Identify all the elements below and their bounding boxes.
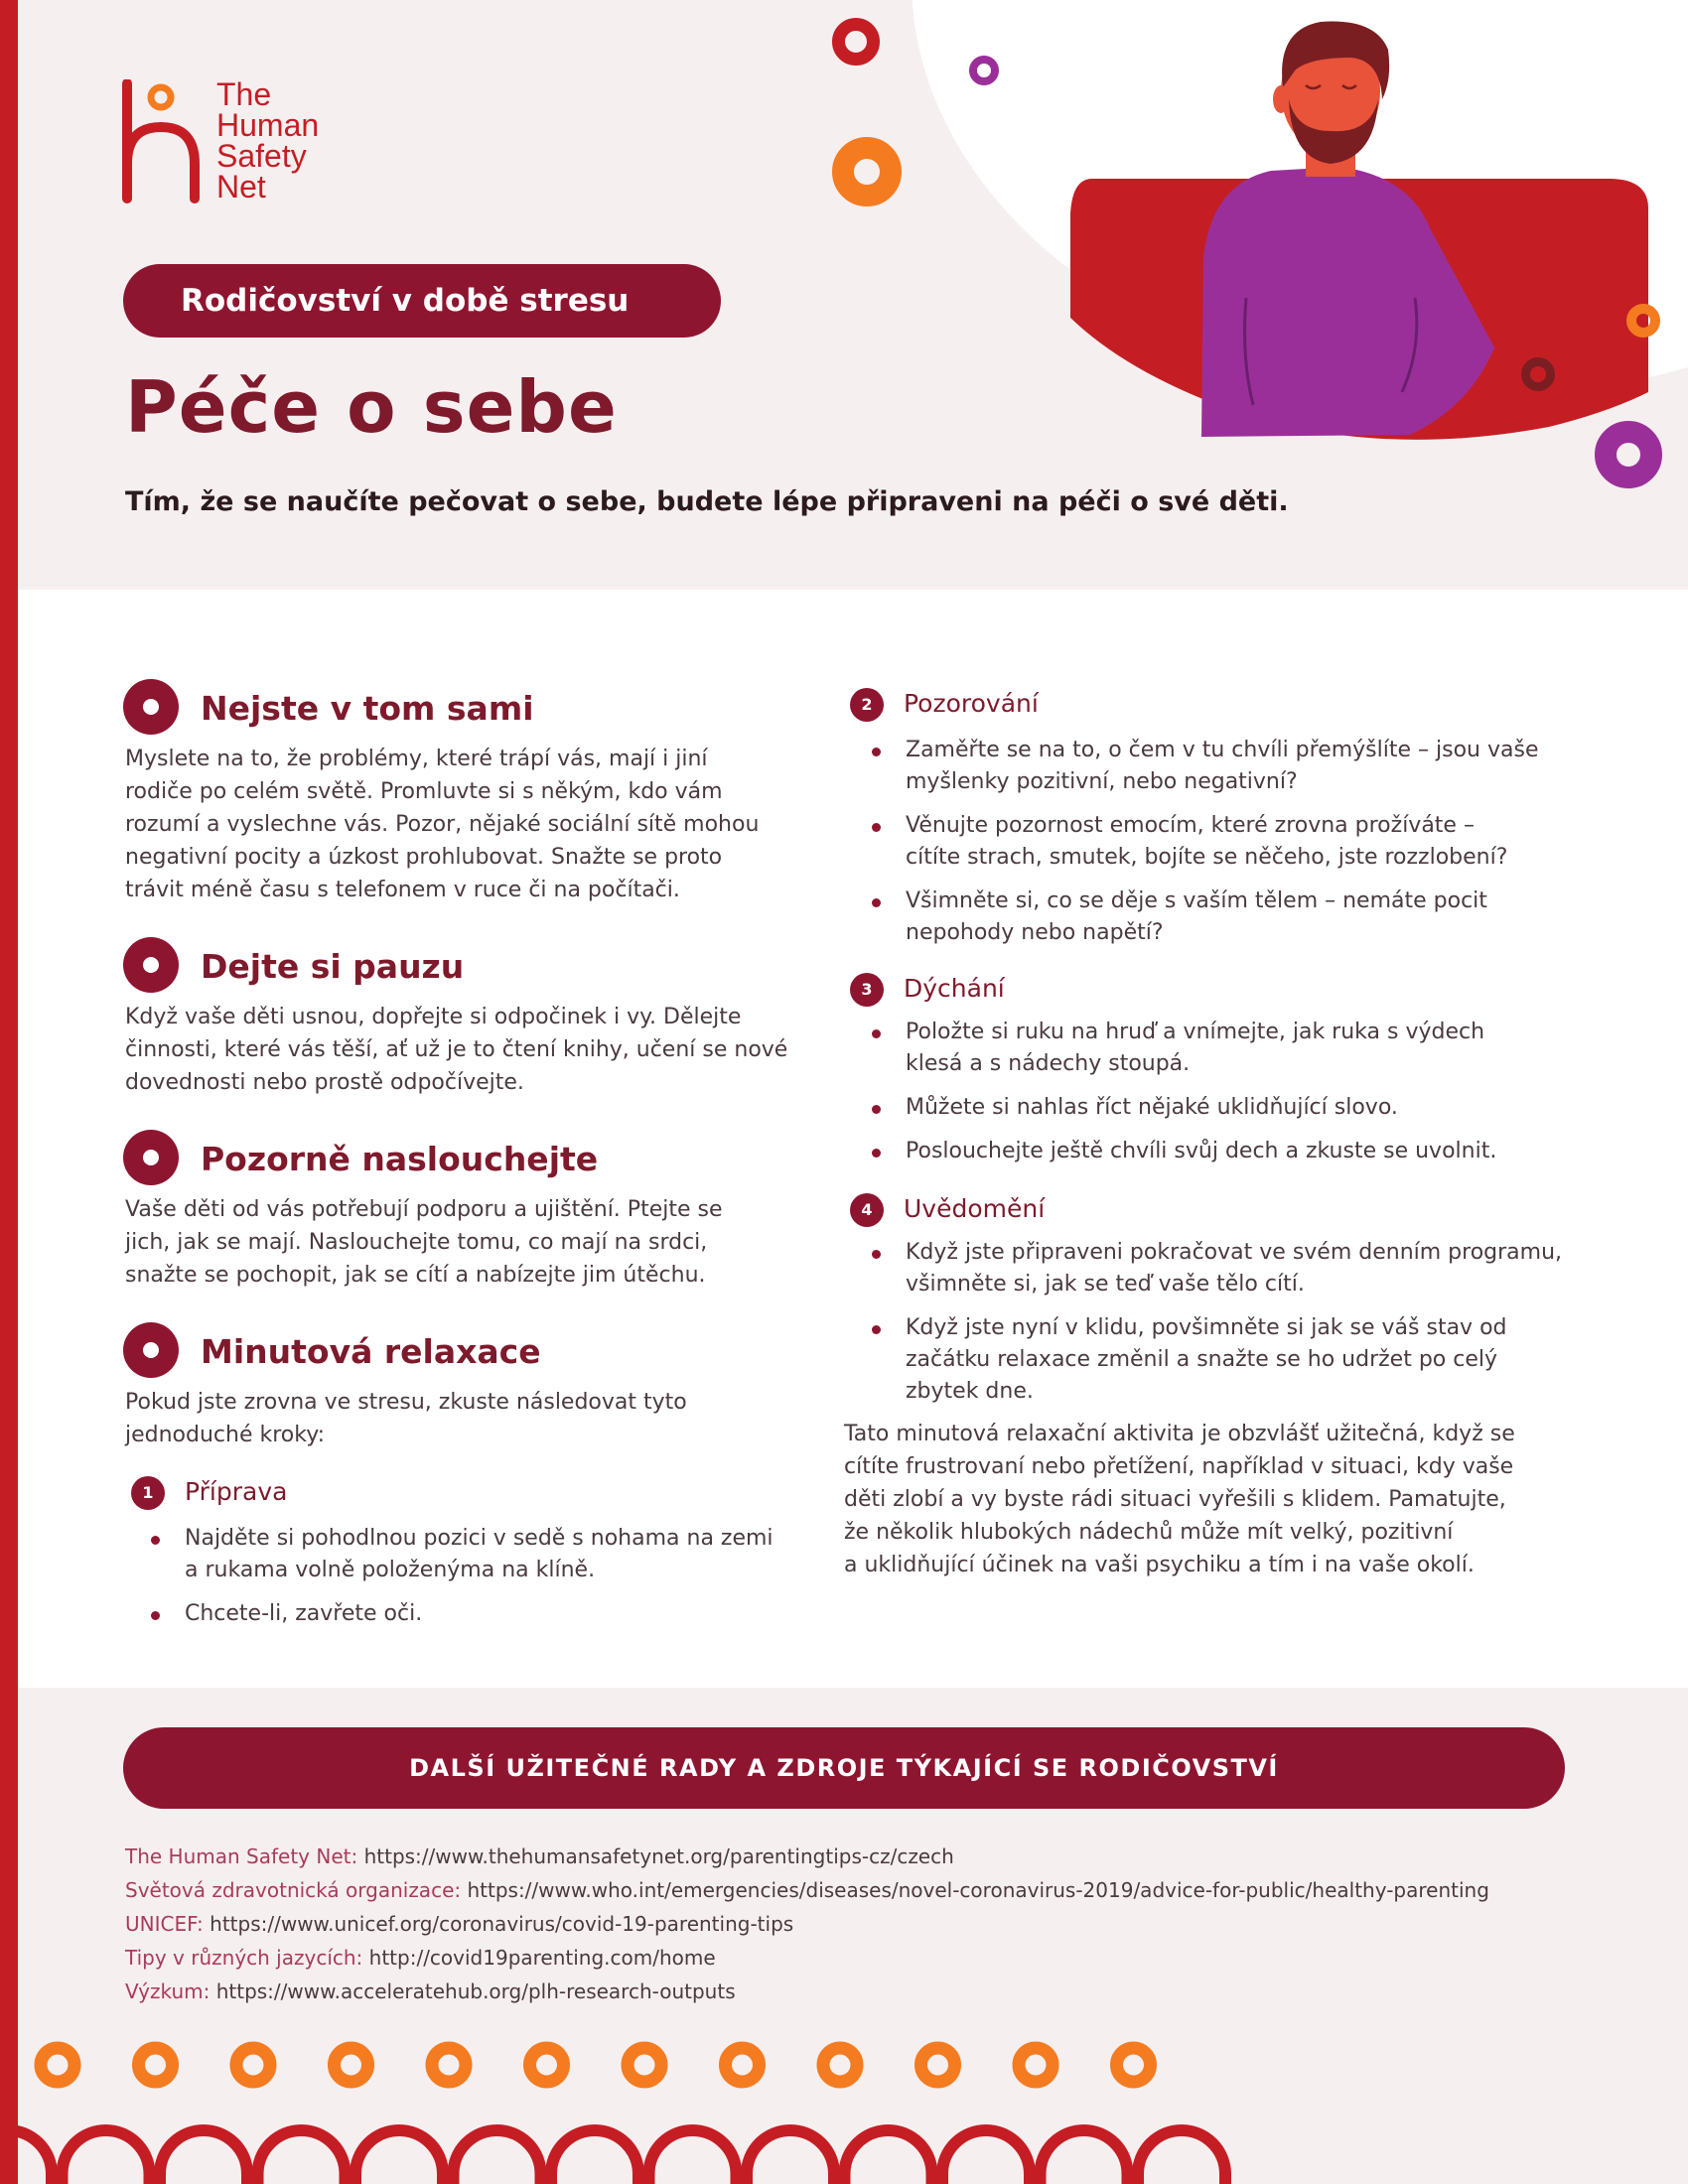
step-title: Pozorování <box>904 689 1039 718</box>
bullet-item: Zaměřte se na to, o čem v tu chvíli přemýšlíte – jsou vaše myšlenky pozitivní, nebo negativní? <box>906 735 1538 798</box>
section-dot-icon <box>123 1322 179 1378</box>
resources-banner: DALŠÍ UŽITEČNÉ RADY A ZDROJE TÝKAJÍCÍ SE RODIČOVSTVÍ <box>123 1727 1565 1809</box>
resource-url[interactable]: https://www.who.int/emergencies/diseases/novel-coronavirus-2019/advice-for-public/healthy-parenting <box>467 1878 1489 1902</box>
step-number-badge: 1 <box>131 1476 165 1510</box>
section-heading: Nejste v tom sami <box>201 689 534 728</box>
step-number-badge: 4 <box>850 1193 884 1227</box>
section-heading: Minutová relaxace <box>201 1332 541 1371</box>
resource-link-row[interactable] <box>125 1878 1489 1902</box>
ring-decoration <box>628 2048 661 2082</box>
ring-decoration <box>823 2048 857 2082</box>
step-title: Příprava <box>185 1477 288 1506</box>
resource-label: Světová zdravotnická organizace: <box>125 1878 462 1902</box>
bullet-item: Když jste nyní v klidu, povšimněte si jak se váš stav od začátku relaxace změnil a snažte se ho udržet po celý zbytek dne. <box>906 1312 1507 1408</box>
resource-label: UNICEF: <box>125 1912 204 1936</box>
resource-url[interactable]: https://www.acceleratehub.org/plh-research-outputs <box>215 1979 736 2003</box>
ring-decoration <box>139 2048 173 2082</box>
section-dot-icon <box>123 679 179 735</box>
ring-decoration <box>1117 2048 1151 2082</box>
ring-decoration <box>335 2048 368 2082</box>
step-title: Uvědomění <box>904 1194 1046 1223</box>
section-dot-icon <box>123 1130 179 1185</box>
resource-url[interactable]: http://covid19parenting.com/home <box>368 1946 716 1970</box>
ring-decoration <box>41 2048 74 2082</box>
arch-decoration <box>160 2130 247 2184</box>
ring-decoration <box>1019 2048 1053 2082</box>
arch-decoration <box>1041 2130 1128 2184</box>
section-heading: Dejte si pauzu <box>201 947 465 986</box>
bullet-item: Věnujte pozornost emocím, které zrovna prožíváte – cítíte strach, smutek, bojíte se něčeho, jste rozzlobení? <box>906 810 1507 874</box>
step-number-badge: 2 <box>850 688 884 722</box>
section-body: Myslete na to, že problémy, které trápí vás, mají i jiní rodiče po celém světě. Promluvte si s někým, kdo vám rozumí a vyslechne vás. Pozor, nějaké sociální sítě mohou negativní pocity a úzkost prohlubovat. Snažte se proto trávit méně času s telefonem v ruce či na počítači. <box>125 747 760 902</box>
bullet-item: Všimněte si, co se děje s vaším tělem – nemáte pocit nepohody nebo napětí? <box>906 886 1487 949</box>
arch-decoration <box>551 2130 638 2184</box>
section-body: Když vaše děti usnou, dopřejte si odpočinek i vy. Dělejte činnosti, které vás těší, ať už je to čtení knihy, učení se nové dovednosti nebo prostě odpočívejte. <box>125 1005 788 1095</box>
arch-decoration <box>258 2130 346 2184</box>
page-subtitle: Tím, že se naučíte pečovat o sebe, budete lépe připraveni na péči o své děti. <box>125 486 1289 517</box>
resource-url[interactable]: https://www.thehumansafetynet.org/parentingtips-cz/czech <box>363 1844 954 1868</box>
section-dot-icon <box>123 937 179 993</box>
arch-decoration <box>845 2130 932 2184</box>
kicker-pill: Rodičovství v době stresu <box>123 264 721 338</box>
bullet-item: Položte si ruku na hruď a vnímejte, jak ruka s výdech klesá a s nádechy stoupá. <box>906 1017 1484 1080</box>
arch-decoration <box>355 2130 443 2184</box>
arch-decoration <box>63 2130 150 2184</box>
bullet-item: Když jste připraveni pokračovat ve svém denním programu, všimněte si, jak se teď vaše tělo cítí. <box>906 1237 1562 1300</box>
brand-wordmark: The Human Safety Net <box>216 76 320 205</box>
resource-url[interactable]: https://www.unicef.org/coronavirus/covid-19-parenting-tips <box>210 1912 794 1936</box>
arch-decoration <box>649 2130 737 2184</box>
step-number-badge: 3 <box>850 973 884 1007</box>
ring-decoration <box>530 2048 564 2082</box>
step-title: Dýchání <box>904 974 1005 1003</box>
section-heading: Pozorně naslouchejte <box>201 1140 599 1178</box>
resource-link-row[interactable] <box>125 1844 954 1868</box>
bullet-item: Chcete-li, zavřete oči. <box>185 1598 422 1630</box>
ring-decoration <box>921 2048 955 2082</box>
arch-decoration <box>454 2130 541 2184</box>
ring-decoration <box>1595 421 1662 488</box>
bullet-item: Můžete si nahlas říct nějaké uklidňující slovo. <box>906 1092 1398 1124</box>
resource-link-row[interactable] <box>125 1979 736 2003</box>
arch-decoration <box>0 2130 52 2184</box>
ring-decoration <box>832 18 880 66</box>
ring-decoration <box>726 2048 760 2082</box>
bullet-item: Najděte si pohodlnou pozici v sedě s nohama na zemi a rukama volně položenýma na klíně. <box>185 1523 774 1586</box>
ring-decoration <box>432 2048 466 2082</box>
arch-decoration <box>1138 2130 1225 2184</box>
resource-link-row[interactable] <box>125 1912 793 1936</box>
resource-link-row[interactable] <box>125 1946 716 1970</box>
ring-decoration <box>1521 357 1555 391</box>
section-body: Vaše děti od vás potřebují podporu a ujištění. Ptejte se jich, jak se mají. Naslouchejte tomu, co mají na srdci, snažte se pochopit, jak se cítí a nabízejte jim útěchu. <box>125 1197 723 1288</box>
arch-decoration <box>942 2130 1030 2184</box>
ring-decoration <box>832 137 902 206</box>
arch-decoration <box>747 2130 834 2184</box>
page-title: Péče o sebe <box>125 365 618 449</box>
hsn-logo-icon <box>121 79 220 208</box>
ring-decoration <box>236 2048 270 2082</box>
bullet-item: Poslouchejte ještě chvíli svůj dech a zkuste se uvolnit. <box>906 1136 1496 1167</box>
ring-decoration <box>969 56 999 85</box>
section-body: Pokud jste zrovna ve stresu, zkuste následovat tyto jednoduché kroky: <box>125 1390 687 1447</box>
resource-label: Tipy v různých jazycích: <box>125 1946 363 1970</box>
closing-paragraph: Tato minutová relaxační aktivita je obzvlášť užitečná, když se cítíte frustrovaní nebo přetížení, například v situaci, kdy vaše děti zlobí a vy byste rádi situaci vyřešili s klidem. Pamatujte, že několik hlubokých nádechů může mít velký, pozitivní a uklidňující účinek na vaši psychiku a tím i na vaše okolí. <box>844 1422 1515 1577</box>
ring-decoration <box>1626 304 1660 338</box>
resource-label: The Human Safety Net: <box>125 1844 358 1868</box>
resource-label: Výzkum: <box>125 1979 211 2003</box>
bottom-decoration <box>0 2025 1688 2184</box>
